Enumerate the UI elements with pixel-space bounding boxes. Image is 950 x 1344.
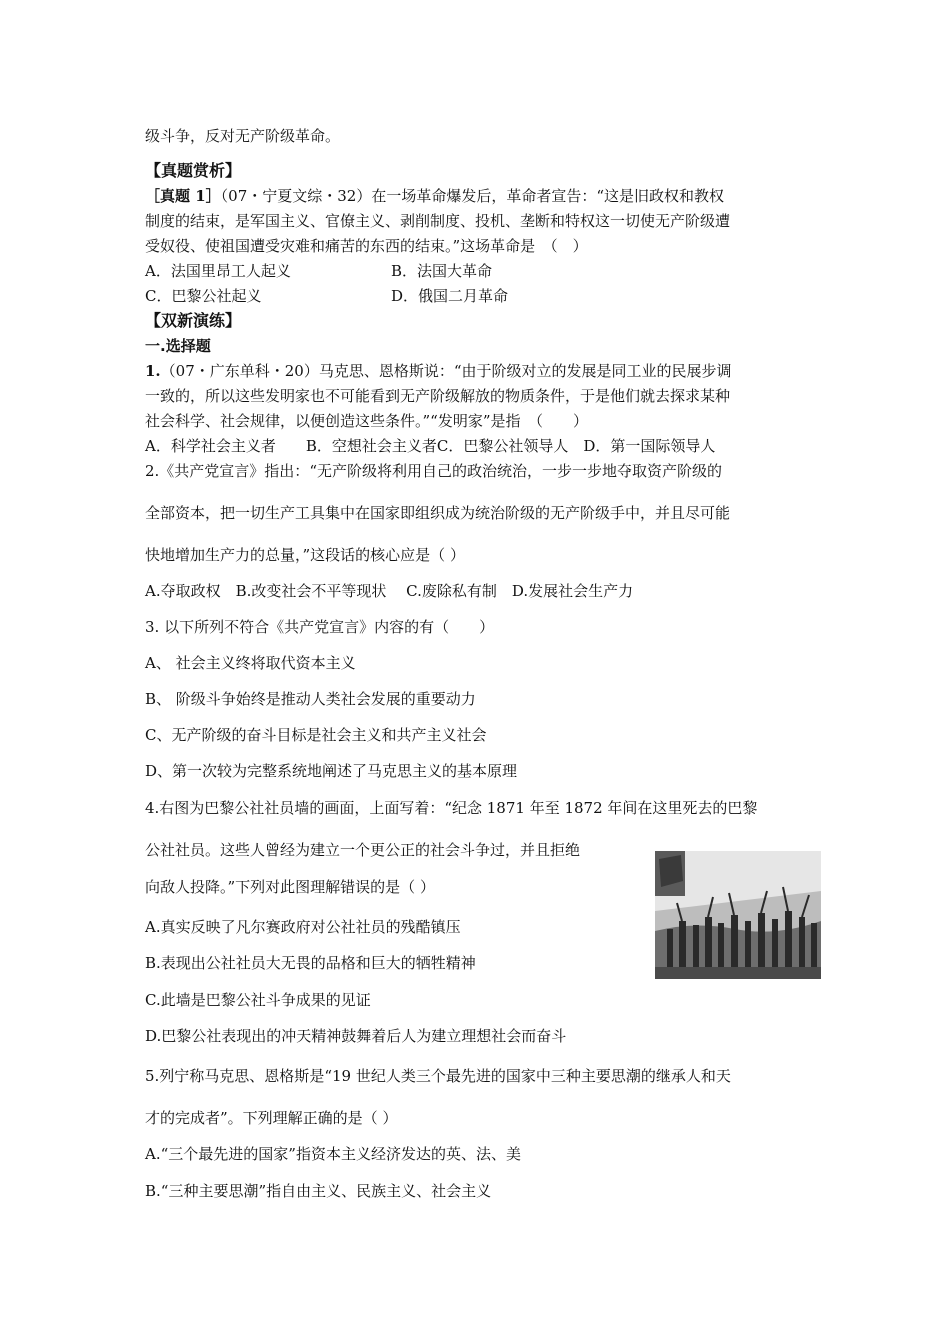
option-c: C、无产阶级的奋斗目标是社会主义和共产主义社会 [145, 726, 487, 744]
question-stem: 全部资本，把一切生产工具集中在国家即组织成为统治阶级的无产阶级手中，并且尽可能 [145, 504, 731, 522]
option-d: D．俄国二月革命 [391, 287, 509, 305]
question-stem: 5.列宁称马克思、恩格斯是“19 世纪人类三个最先进的国家中三种主要思潮的继承人和天 [145, 1067, 731, 1085]
question-stem: 3. 以下所列不符合《共产党宣言》内容的有（ ） [145, 618, 495, 636]
option-a: A.“三个最先进的国家”指资本主义经济发达的英、法、美 [145, 1145, 521, 1163]
text-line: 级斗争，反对无产阶级革命。 [145, 127, 341, 145]
question-number: 1. [145, 362, 161, 380]
option-b: B.“三种主要思潮”指自由主义、民族主义、社会主义 [145, 1182, 492, 1200]
question-stem: 快地增加生产力的总量，”这段话的核心应是（ ） [145, 546, 465, 564]
question-text: （07・广东单科・20）马克思、恩格斯说：“由于阶级对立的发展是同工业的民展步调 [160, 362, 732, 380]
option-row: A．科学社会主义者 B．空想社会主义者C．巴黎公社领导人 D．第一国际领导人 [145, 437, 716, 455]
question-stem: 制度的结束，是军国主义、官僚主义、剥削制度、投机、垄断和特权这一切使无产阶级遭 [145, 212, 731, 230]
question-label: ［真题 1］ [145, 187, 221, 205]
question-stem [145, 186, 724, 206]
question-stem: 向敌人投降。”下列对此图理解错误的是（ ） [145, 878, 435, 896]
option-b: B、 阶级斗争始终是推动人类社会发展的重要动力 [145, 690, 476, 708]
question-stem: 2.《共产党宣言》指出：“无产阶级将利用自己的政治统治，一步一步地夺取资产阶级的 [145, 462, 722, 480]
option-a: A.真实反映了凡尔赛政府对公社社员的残酷镇压 [145, 918, 461, 936]
question-stem: 受奴役、使祖国遭受灾难和痛苦的东西的结束。”这场革命是 （ ） [145, 237, 588, 255]
question-stem: 4.右图为巴黎公社社员墙的画面，上面写着：“纪念 1871 年至 1872 年间在这里死去的巴黎 [145, 799, 758, 817]
section-heading: 【双新演练】 [145, 311, 242, 330]
question-stem [145, 361, 732, 381]
question-stem: 才的完成者”。下列理解正确的是（ ） [145, 1109, 398, 1127]
question-stem: 一致的，所以这些发明家也不可能看到无产阶级解放的物质条件，于是他们就去探求某种 [145, 387, 731, 405]
communards-wall-illustration [655, 851, 821, 979]
option-b: B.表现出公社社员大无畏的品格和巨大的牺牲精神 [145, 954, 476, 972]
question-stem: 公社社员。这些人曾经为建立一个更公正的社会斗争过，并且拒绝 [145, 841, 581, 859]
option-a: A．法国里昂工人起义 [145, 262, 291, 280]
communards-wall-image [655, 851, 821, 979]
option-d: D.巴黎公社表现出的冲天精神鼓舞着后人为建立理想社会而奋斗 [145, 1027, 567, 1045]
option-c: C．巴黎公社起义 [145, 287, 262, 305]
option-a: A、 社会主义终将取代资本主义 [145, 654, 356, 672]
option-row: A.夺取政权 B.改变社会不平等现状 C.废除私有制 D.发展社会生产力 [145, 582, 634, 600]
question-stem: 社会科学、社会规律，以便创造这些条件。”“发明家”是指 （ ） [145, 412, 589, 430]
section-heading: 【真题赏析】 [145, 161, 242, 180]
option-b: B．法国大革命 [391, 262, 493, 280]
subsection-heading: 一.选择题 [145, 337, 211, 355]
option-d: D、第一次较为完整系统地阐述了马克思主义的基本原理 [145, 762, 518, 780]
question-text: （07・宁夏文综・32）在一场革命爆发后，革命者宣告：“这是旧政权和教权 [220, 187, 725, 205]
option-c: C.此墙是巴黎公社斗争成果的见证 [145, 991, 371, 1009]
